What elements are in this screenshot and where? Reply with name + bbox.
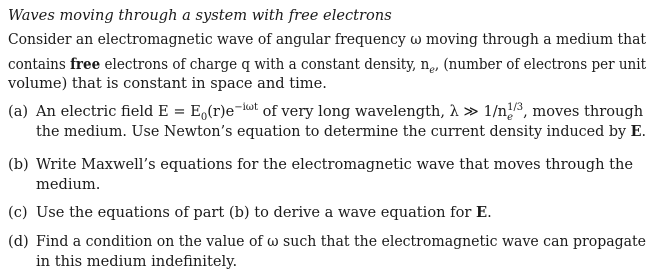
item-line-2: in this medium indefinitely. — [36, 253, 238, 270]
item-text: . — [487, 204, 492, 221]
intro-text: , (number of electrons per unit — [434, 56, 647, 73]
item-label: (c) — [8, 204, 28, 221]
intro-line-3: volume) that is constant in space and time. — [8, 75, 327, 92]
item-text: , moves through — [523, 103, 644, 120]
item-text: . — [641, 123, 647, 140]
intro-line-1: Consider an electromagnetic wave of angular frequency ω moving through a medium that — [8, 31, 646, 48]
item-line-1: Write Maxwell’s equations for the electromagnetic wave that moves through the — [36, 156, 634, 173]
bold-E: E — [630, 123, 642, 140]
item-line-1 — [36, 102, 643, 122]
problem-title: Waves moving through a system with free electrons — [8, 7, 392, 24]
bold-E: E — [475, 204, 488, 221]
subscript-e: e — [507, 111, 514, 123]
item-text: (r)e — [207, 103, 235, 120]
item-text: the medium. Use Newton’s equation to determine the current density induced by — [36, 123, 631, 140]
free-bold: free — [70, 56, 101, 73]
intro-text: contains — [8, 56, 71, 73]
item-label: (a) — [8, 103, 29, 120]
subscript-0: 0 — [200, 111, 208, 123]
intro-text: electrons of charge q with a constant density, n — [100, 56, 430, 73]
item-line-1 — [36, 203, 492, 223]
item-label: (b) — [8, 156, 29, 173]
subscript-e: e — [429, 64, 435, 76]
item-line-1: Find a condition on the value of ω such that the electromagnetic wave can propagate — [36, 233, 646, 250]
superscript-exponent: −iωt — [234, 102, 258, 114]
item-line-2 — [36, 122, 646, 142]
item-text: An electric field E = E — [36, 103, 201, 120]
item-text: of very long wavelength, λ ≫ 1/n — [257, 103, 508, 120]
item-line-2: medium. — [36, 176, 101, 193]
intro-line-2 — [8, 55, 646, 75]
item-text: Use the equations of part (b) to derive a wave equation for — [36, 204, 476, 221]
superscript-one-third: 1/3 — [507, 102, 524, 114]
item-label: (d) — [8, 233, 29, 250]
